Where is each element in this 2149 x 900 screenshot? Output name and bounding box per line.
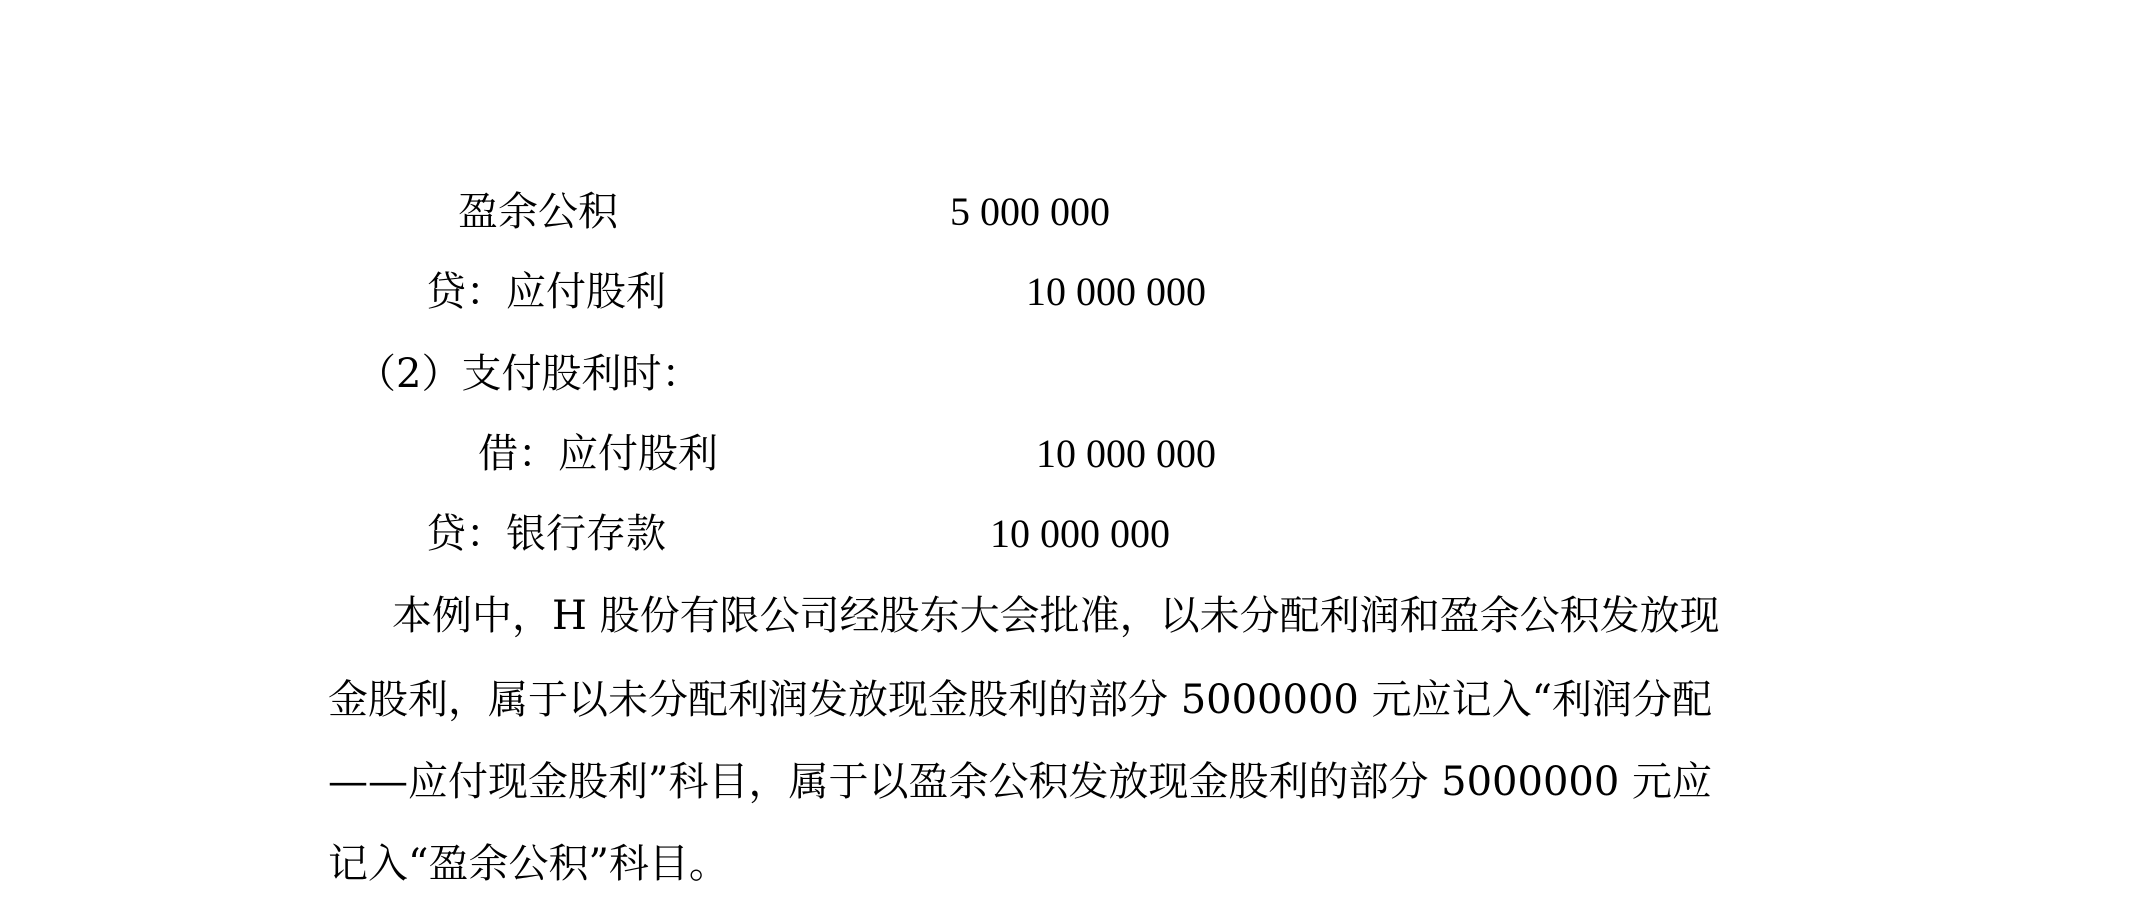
entry-label-debit-dividends-payable: 借：应付股利 [478, 431, 718, 477]
entry-label-surplus-reserve: 盈余公积 [458, 189, 618, 235]
entry-amount-surplus-reserve: 5 000 000 [950, 189, 1110, 234]
entry-label-credit-dividends-payable: 贷：应付股利 [426, 269, 666, 315]
entry-amount-debit-dividends-payable: 10 000 000 [1036, 431, 1216, 476]
entry-amount-credit-dividends-payable: 10 000 000 [1026, 269, 1206, 314]
step-heading-pay-dividends: （2）支付股利时： [356, 351, 702, 397]
explanation-line-2: 金股利，属于以未分配利润发放现金股利的部分 5000000 元应记入“利润分配 [328, 677, 1713, 723]
entry-label-credit-bank-deposit: 贷：银行存款 [426, 511, 666, 557]
explanation-line-4: 记入“盈余公积”科目。 [328, 841, 729, 887]
explanation-line-1: 本例中，H 股份有限公司经股东大会批准，以未分配利润和盈余公积发放现 [392, 593, 1720, 639]
explanation-line-3: ——应付现金股利”科目，属于以盈余公积发放现金股利的部分 5000000 元应 [328, 759, 1713, 805]
entry-amount-credit-bank-deposit: 10 000 000 [990, 511, 1170, 556]
